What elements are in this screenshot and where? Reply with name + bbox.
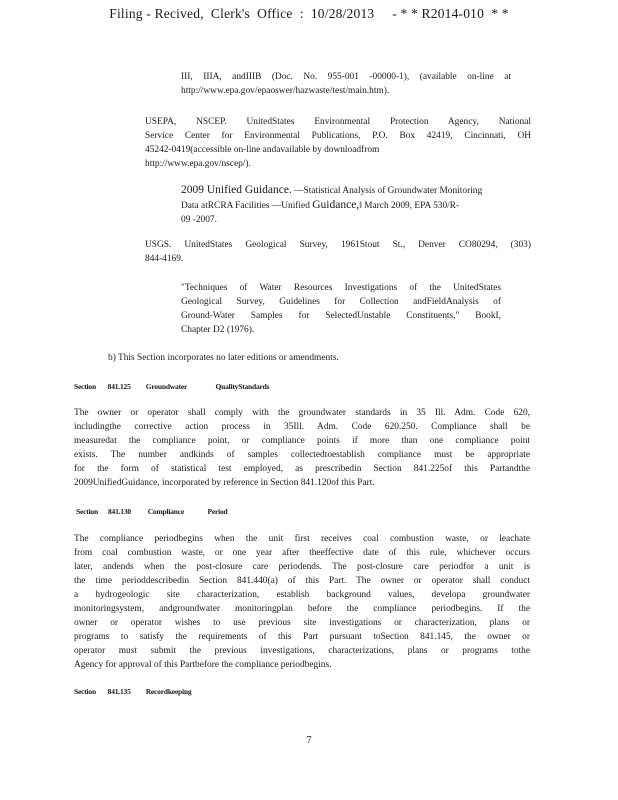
section-841-125-body <box>74 406 530 490</box>
ref-line: http://www.epa.gov/epaoswer/hazwaste/test/main.htm). <box>181 86 390 96</box>
ref-line: USGS. UnitedStates Geological Survey, 1961Stout St., Denver CO80294, (303) <box>145 240 531 250</box>
guidance-word: Guidance, <box>312 199 360 211</box>
ref-line: III, IIIA, andIIIB (Doc. No. 955-001 -00000-1), (available on-line at <box>181 72 511 82</box>
ref-line: Chapter D2 (1976). <box>181 325 255 335</box>
body-line: programs to satisfy the requirements of this Part pursuant toSection 841.145, the owner or <box>74 632 530 642</box>
subsection-b <box>108 351 408 365</box>
body-line: later, andends when the post-closure care periodends. The post-closure care periodfor a unit is <box>74 562 530 572</box>
filing-header: Filing - Recived, Clerk's Office : 10/28/2013 - * * R2014-010 * * <box>109 6 509 21</box>
reference-unified-guidance <box>181 183 531 227</box>
ref-line: 09 -2007. <box>181 215 217 225</box>
section-841-130-body <box>74 532 530 672</box>
reference-usepa-nscep <box>145 115 531 171</box>
ref-line: Data atRCRA Facilities —Unified <box>181 201 313 211</box>
body-line: The owner or operator shall comply with the groundwater standards in 35 Ill. Adm. Code 620, <box>74 408 530 418</box>
reference-usgs <box>145 238 531 266</box>
body-line: monitoringsystem, andgroundwater monitoringplan before the compliance periodbegins. If the <box>74 604 530 614</box>
body-line: operator must submit the previous investigations, characterizations, plans or programs tothe <box>74 646 530 656</box>
ref-line: —Statistical Analysis of Groundwater Monitoring <box>291 186 483 196</box>
section-heading: Section 841.130 Compliance Period <box>76 507 228 516</box>
ref-line: "Techniques of Water Resources Investigations of the UnitedStates <box>181 283 501 293</box>
body-line: includingthe corrective action process in 35Ill. Adm. Code 620.250. Compliance shall be <box>74 422 530 432</box>
body-line: from coal combustion waste, or one year after theeffective date of this rule, whichever occurs <box>74 548 530 558</box>
body-line: the time perioddescribedin Section 841.440(a) of this Part. The owner or operator shall conduct <box>74 576 530 586</box>
ref-line: Geological Survey, Guidelines for Collection andFieldAnalysis of <box>181 297 501 307</box>
page-number: 7 <box>306 735 312 746</box>
reference-test-methods <box>181 70 511 98</box>
ref-line: USEPA, NSCEP. UnitedStates Environmental Protection Agency, National <box>145 117 531 127</box>
body-line: Agency for approval of this Partbefore the compliance periodbegins. <box>74 660 332 670</box>
ref-line: 844-4169. <box>145 254 184 264</box>
ref-line: 45242-0419(accessible on-line andavailable by downloadfrom <box>145 145 380 155</box>
ref-line: http://www.epa.gov/nscep/). <box>145 159 251 169</box>
ref-line: Service Center for Environmental Publications, P.O. Box 42419, Cincinnati, OH <box>145 131 531 141</box>
section-heading: Section 841.135 Recordkeeping <box>74 687 192 696</box>
body-line: owner or operator wishes to use previous site investigations or characterization, plans or <box>74 618 530 628</box>
reference-usgs-techniques <box>181 281 501 337</box>
section-heading: Section 841.125 Groundwater QualityStandards <box>74 382 270 391</box>
body-line: The compliance periodbegins when the unit first receives coal combustion waste, or leachate <box>74 534 530 544</box>
unified-guidance-title: 2009 Unified Guidance. <box>181 184 292 196</box>
body-line: 2009UnifiedGuidance, incorporated by reference in Section 841.120of this Part. <box>74 478 375 488</box>
ref-line: ‖ March 2009, EPA 530/R- <box>359 201 460 211</box>
ref-line: Ground-Water Samples for SelectedUnstable Constituents," BookI, <box>181 311 501 321</box>
body-line: exists. The number andkinds of samples collectedtoestablish compliance must be appropriate <box>74 450 530 460</box>
body-line: measuredat the compliance point, or compliance points if more than one compliance point <box>74 436 530 446</box>
body-line: a hydrogeologic site characterization, establish background values, developa groundwater <box>74 590 530 600</box>
subsection-b-text: b) This Section incorporates no later editions or amendments. <box>108 353 339 363</box>
body-line: for the form of statistical test employed, as prescribedin Section 841.225of this Partandthe <box>74 464 530 474</box>
